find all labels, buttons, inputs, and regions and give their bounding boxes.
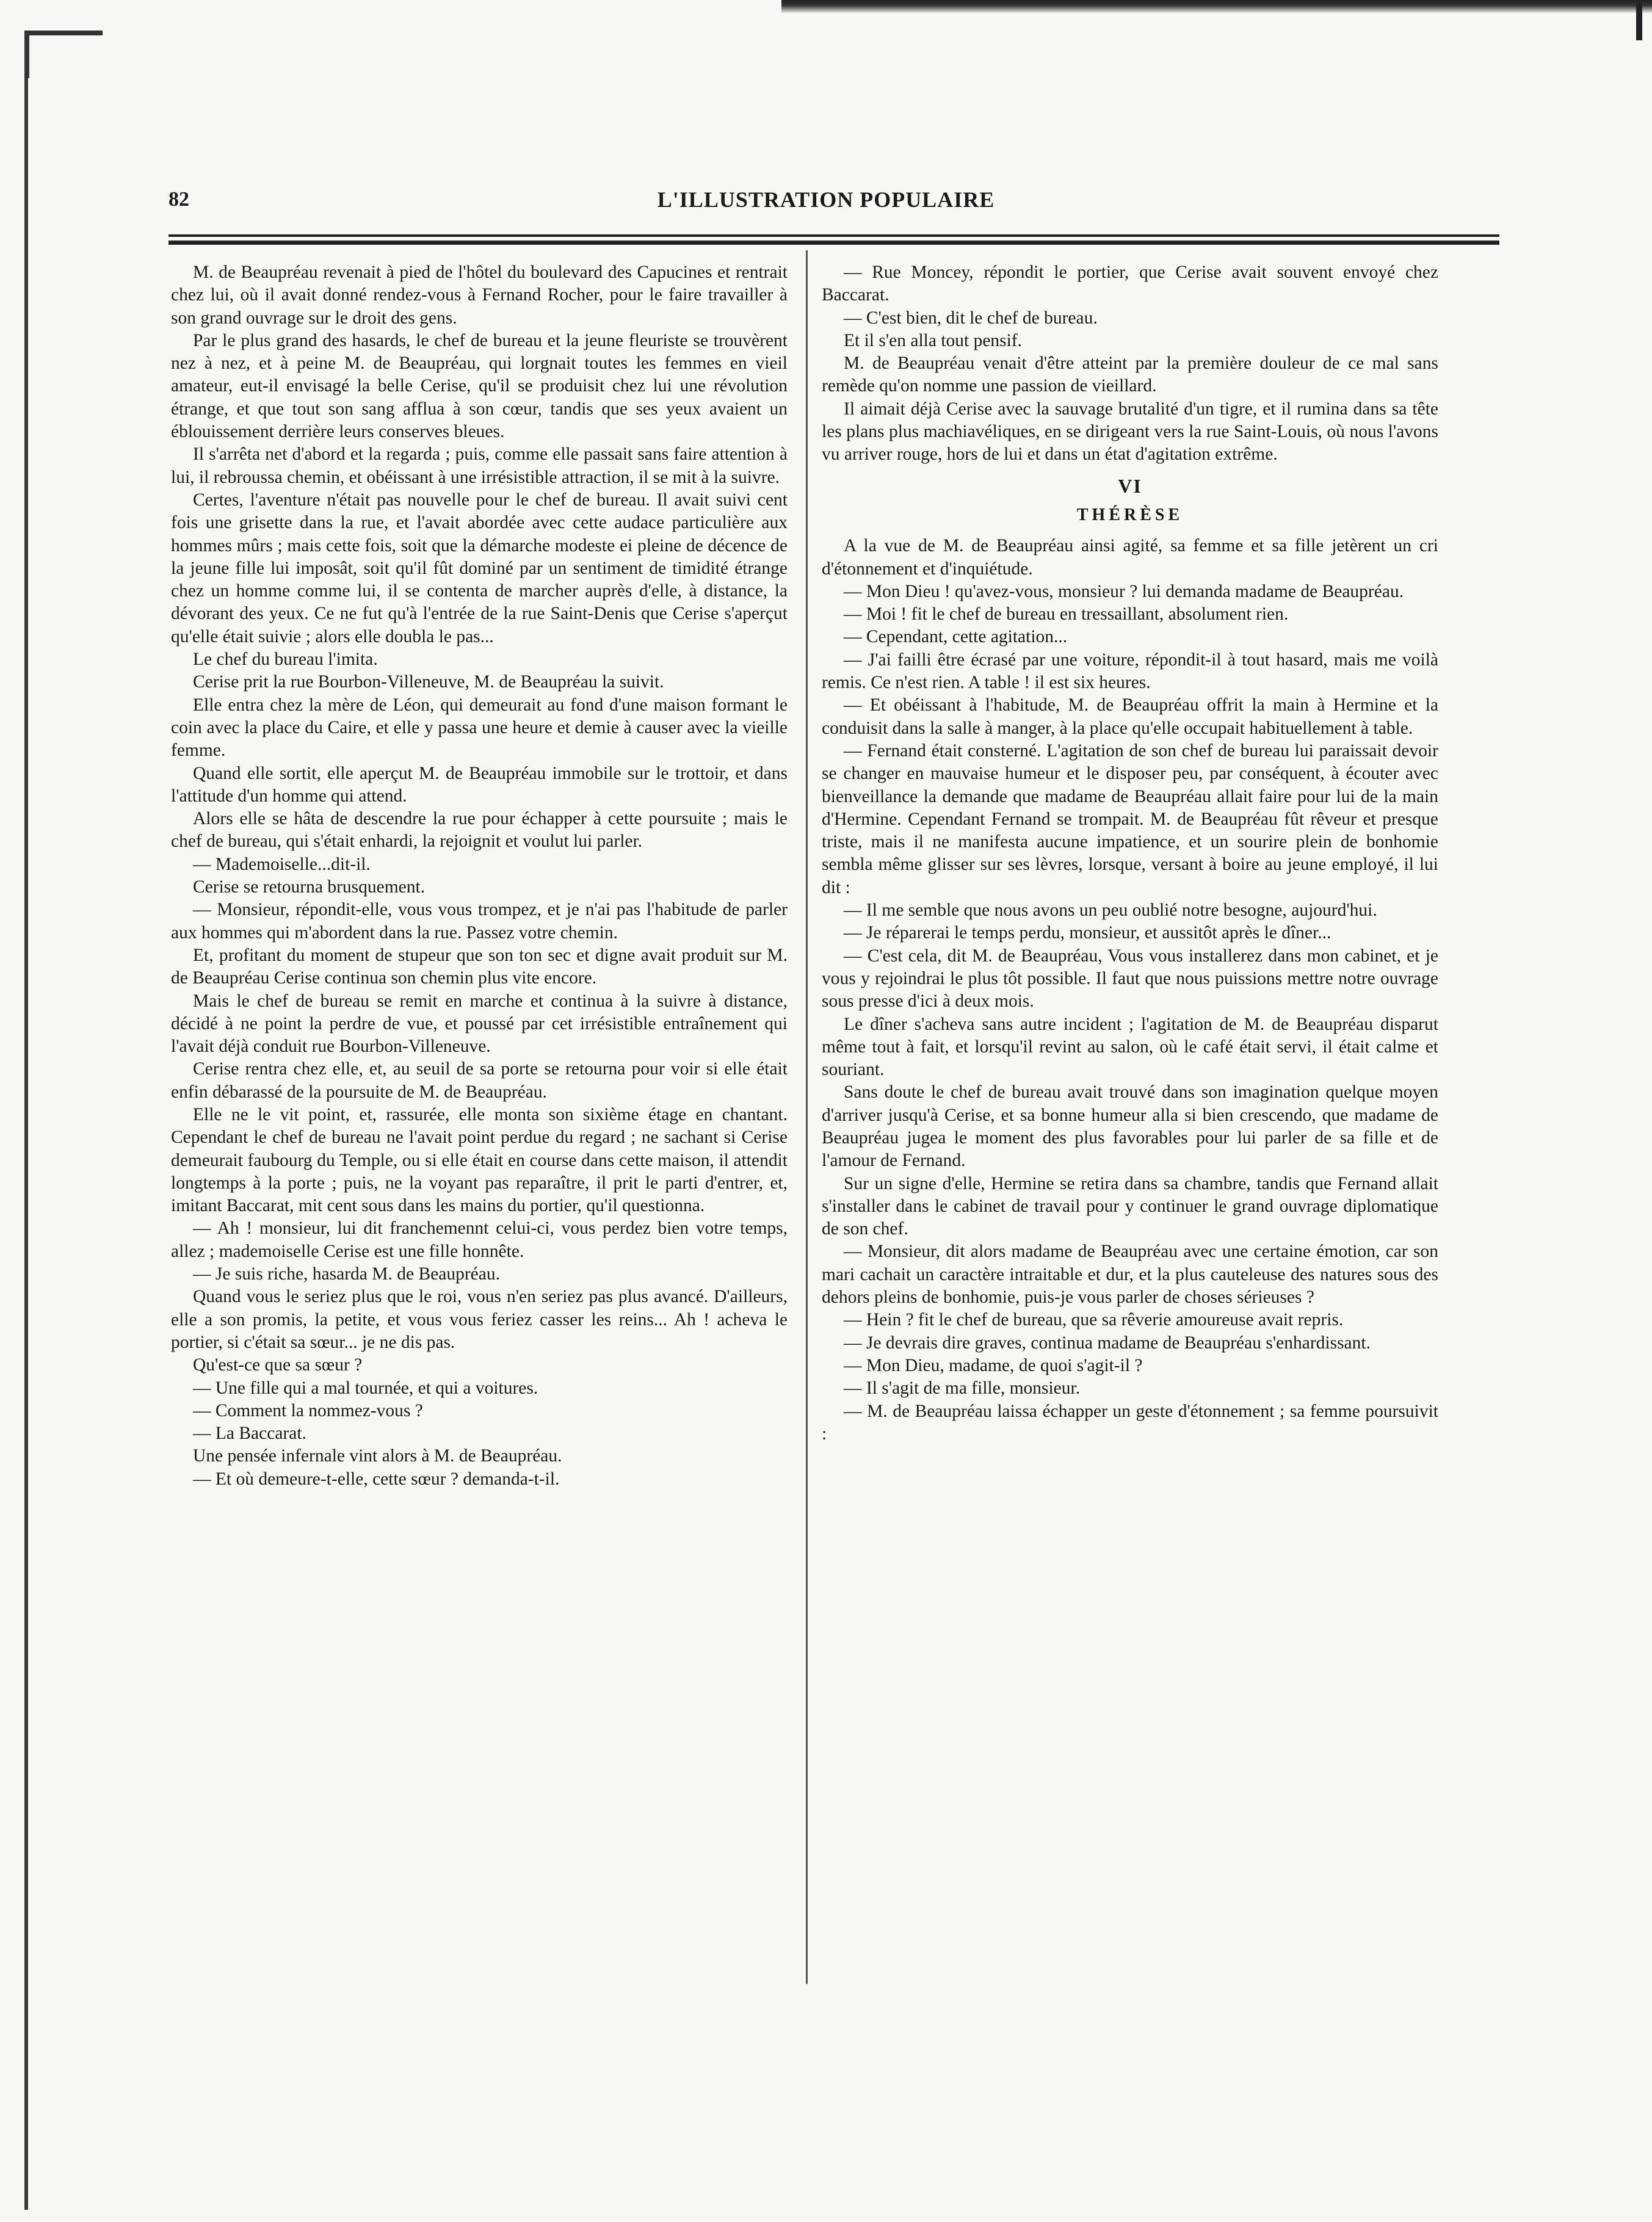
paragraph: — J'ai failli être écrasé par une voiture, répondit-il à tout hasard, mais me voilà remis. Ce n'est rien. A table ! il est six heures. (822, 650, 1438, 693)
paragraph: — Monsieur, dit alors madame de Beaupréau avec une certaine émotion, car son mari cachait un caractère intraitable et dur, et la plus cauteleuse des natures sous des dehors pleins de bonhomie, puis-je vous parler de choses sérieuses ? (822, 1242, 1438, 1308)
left-column (171, 261, 788, 1491)
header-rule-thick (168, 241, 1499, 245)
paragraph: — Ah ! monsieur, lui dit franchemennt celui-ci, vous perdez bien votre temps, allez ; mademoiselle Cerise est une fille honnête. (171, 1218, 788, 1261)
paragraph: — Il me semble que nous avons un peu oublié notre besogne, aujourd'hui. (844, 900, 1377, 921)
column-divider (806, 250, 808, 1984)
paragraph: Certes, l'aventure n'était pas nouvelle pour le chef de bureau. Il avait suivi cent fois une grisette dans la rue, et l'avait abordée avec cette audace particulière aux hommes mûrs ; mais cette fois, soit que la démarche modeste ei pleine de décence de la jeune fille lui imposât, soit qu'il fût dominé par un sentiment de timidité étrange chez un homme comme lui, il se contenta de marcher auprès d'elle, à distance, la dévorant des yeux. Ce ne fut qu'à l'entrée de la rue Saint-Denis que Cerise s'aperçut qu'elle était suivie ; alors elle doubla le pas... (171, 490, 788, 646)
paragraph: Il aimait déjà Cerise avec la sauvage brutalité d'un tigre, et il rumina dans sa tête les plans plus machiavéliques, en se dirigeant vers la rue Saint-Louis, où nous l'avons vu arriver rouge, hors de lui et dans un état d'agitation extrême. (822, 399, 1438, 465)
section-number: VI (1118, 474, 1142, 497)
paragraph: Il s'arrêta net d'abord et la regarda ; puis, comme elle passait sans faire attention à lui, il rebroussa chemin, et obéissant à une irrésistible attraction, il se mit à la suivre. (171, 444, 788, 487)
paragraph: Par le plus grand des hasards, le chef de bureau et la jeune fleuriste se trouvèrent nez à nez, et à peine M. de Beaupréau, qui lorgnait toutes les femmes en vieil amateur, eut-il envisagé la belle Cerise, qu'il se produisit chez lui une révolution étrange, et que tout son sang afflua à son cœur, tandis que ses yeux avaient un éblouissement derrière leurs conserves bleues. (171, 330, 788, 442)
paragraph: — Mademoiselle...dit-il. (193, 854, 371, 874)
paragraph: — Hein ? fit le chef de bureau, que sa rêverie amoureuse avait repris. (844, 1310, 1344, 1330)
paragraph: Mais le chef de bureau se remit en marche et continua à la suivre à distance, décidé à ne point la perdre de vue, et poussé par cet irrésistible entraînement qui l'avait déjà conduit rue Bourbon-Villeneuve. (171, 991, 788, 1057)
paragraph: — Je devrais dire graves, continua madame de Beaupréau s'enhardissant. (844, 1333, 1371, 1353)
scan-edge-right (1636, 4, 1642, 40)
paragraph: Cerise se retourna brusquement. (193, 877, 426, 897)
running-title: L'ILLUSTRATION POPULAIRE (657, 187, 995, 212)
page-number: 82 (168, 188, 189, 211)
paragraph: — Rue Moncey, répondit le portier, que Cerise avait souvent envoyé chez Baccarat. (822, 262, 1438, 305)
paragraph: Et il s'en alla tout pensif. (844, 330, 1023, 350)
paragraph: — Mon Dieu, madame, de quoi s'agit-il ? (844, 1355, 1143, 1375)
paragraph: Et, profitant du moment de stupeur que son ton sec et digne avait produit sur M. de Beaupréau Cerise continua son chemin plus vite encore. (171, 945, 788, 988)
paragraph: — Moi ! fit le chef de bureau en tressaillant, absolument rien. (844, 604, 1289, 624)
header-rule-thin (168, 234, 1499, 237)
paragraph: — Et obéissant à l'habitude, M. de Beaupréau offrit la main à Hermine et la conduisit dans la salle à manger, à la place qu'elle occupait habituellement à table. (822, 695, 1438, 738)
paragraph: — La Baccarat. (193, 1424, 306, 1444)
paragraph: — Il s'agit de ma fille, monsieur. (844, 1378, 1081, 1399)
paragraph: Quand elle sortit, elle aperçut M. de Beaupréau immobile sur le trottoir, et dans l'attitude d'un homme qui attend. (171, 763, 788, 806)
paragraph: — Je suis riche, hasarda M. de Beaupréau. (193, 1264, 500, 1284)
paragraph: Alors elle se hâta de descendre la rue pour échapper à cette poursuite ; mais le chef de bureau, qui s'était enhardi, la rejoignit et voulut lui parler. (171, 809, 788, 852)
paragraph: Elle entra chez la mère de Léon, qui demeurait au fond d'une maison formant le coin avec la place du Caire, et elle y passa une heure et demie à causer avec la vieille femme. (171, 695, 788, 761)
right-column (822, 261, 1438, 1446)
scan-edge-top (781, 0, 1652, 13)
paragraph: — C'est cela, dit M. de Beaupréau, Vous vous installerez dans mon cabinet, et je vous y rejoindrai le plus tôt possible. Il faut que nous puissions mettre notre ouvrage sous presse d'ici à deux mois. (822, 946, 1438, 1011)
paragraph: Elle ne le vit point, et, rassurée, elle monta son sixième étage en chantant. Cependant le chef de bureau ne l'avait point perdue du regard ; ne sachant si Cerise demeurait faubourg du Temple, ou si elle était en course dans cette maison, il attendit longtemps à la porte ; puis, ne la voyant pas reparaître, il prit le parti d'entrer, et, imitant Baccarat, mit cent sous dans les mains du portier, qu'il questionna. (171, 1104, 788, 1216)
paragraph: — Comment la nommez-vous ? (193, 1400, 423, 1420)
paragraph: Cerise rentra chez elle, et, au seuil de sa porte se retourna pour voir si elle était enfin débarassé de la poursuite de M. de Beaupréau. (171, 1059, 788, 1102)
paragraph: Quand vous le seriez plus que le roi, vous n'en seriez pas plus avancé. D'ailleurs, elle a son promis, la petite, et vous vous feriez casser les reins... Ah ! acheva le portier, si c'était sa sœur... je ne dis pas. (171, 1287, 788, 1352)
paragraph: Cerise prit la rue Bourbon-Villeneuve, M. de Beaupréau la suivit. (193, 672, 664, 692)
paragraph: — Fernand était consterné. L'agitation de son chef de bureau lui paraissait devoir se changer en mauvaise humeur et le disposer peu, par conséquent, à écouter avec bienveillance la demande que madame de Beaupréau allait faire pour lui de la main d'Hermine. Cependant Fernand se trompait. M. de Beaupréau fût rêveur et presque triste, mais il ne manifesta aucune impatience, et un sourire plein de bonhomie sembla même glisser sur ses lèvres, lorsque, versant à boire au jeune employé, il lui dit : (822, 740, 1438, 897)
paragraph: — Mon Dieu ! qu'avez-vous, monsieur ? lui demanda madame de Beaupréau. (844, 581, 1404, 601)
paragraph: M. de Beaupréau revenait à pied de l'hôtel du boulevard des Capucines et rentrait chez lui, où il avait donné rendez-vous à Fernand Rocher, pour le faire travailler à son grand ouvrage sur le droit des gens. (171, 262, 788, 328)
paragraph: — C'est bien, dit le chef de bureau. (844, 308, 1098, 328)
paragraph: Le dîner s'acheva sans autre incident ; l'agitation de M. de Beaupréau disparut même tout à fait, et lorsqu'il revint au salon, où le café était servi, il était calme et souriant. (822, 1014, 1438, 1080)
paragraph: — M. de Beaupréau laissa échapper un geste d'étonnement ; sa femme poursuivit : (822, 1401, 1438, 1444)
section-title: THÉRÈSE (1076, 505, 1184, 524)
paragraph: Sans doute le chef de bureau avait trouvé dans son imagination quelque moyen d'arriver jusqu'à Cerise, et sa bonne humeur alla si bien crescendo, que madame de Beaupréau jugea le moment des plus favorables pour lui parler de sa fille et de l'amour de Fernand. (822, 1082, 1438, 1171)
scan-corner-mark (24, 31, 103, 78)
paragraph: Sur un signe d'elle, Hermine se retira dans sa chambre, tandis que Fernand allait s'installer dans le cabinet de travail pour y continuer le grand ouvrage diplomatique de son chef. (822, 1173, 1438, 1239)
paragraph: — Une fille qui a mal tournée, et qui a voitures. (193, 1378, 538, 1398)
paragraph: Une pensée infernale vint alors à M. de Beaupréau. (193, 1446, 562, 1466)
scan-edge-left (24, 37, 28, 2210)
paragraph: Le chef du bureau l'imita. (193, 650, 378, 670)
paragraph: — Je réparerai le temps perdu, monsieur, et aussitôt après le dîner... (844, 923, 1331, 943)
paragraph: M. de Beaupréau venait d'être atteint par la première douleur de ce mal sans remède qu'on nomme une passion de vieillard. (822, 353, 1438, 396)
paragraph: Qu'est-ce que sa sœur ? (193, 1355, 363, 1375)
paragraph: — Cependant, cette agitation... (844, 627, 1068, 647)
paragraph: — Et où demeure-t-elle, cette sœur ? demanda-t-il. (193, 1469, 560, 1489)
paragraph: — Monsieur, répondit-elle, vous vous trompez, et je n'ai pas l'habitude de parler aux hommes qui m'abordent dans la rue. Passez votre chemin. (171, 900, 788, 943)
paragraph: A la vue de M. de Beaupréau ainsi agité, sa femme et sa fille jetèrent un cri d'étonnement et d'inquiétude. (822, 536, 1438, 579)
